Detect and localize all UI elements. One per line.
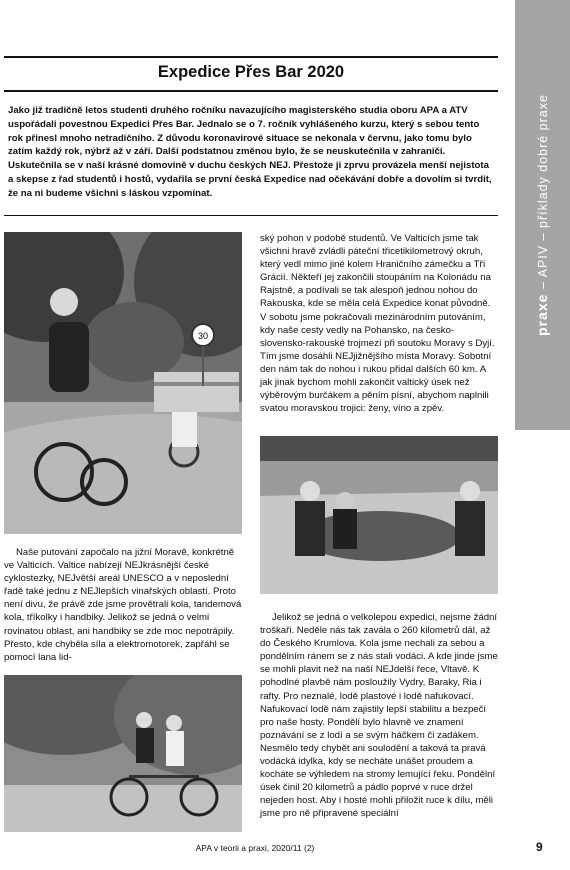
column-right-top — [260, 232, 498, 415]
column-right-bottom — [260, 611, 498, 821]
photo-tandem — [4, 675, 242, 832]
paragraph-valtice: Naše putování započalo na jižní Moravě, konkrétně ve Valticích. Valtice nabízejí NEJkrásnější české cyklostezky, NEJvětší areál UNESCO a v neposlední řadě také jednu z NEJlepších vinařských oblastí. Proto není divu, že právě zde jsme provětrali kola, tandemová kola, tříkolky i handbiky. Jelikož se jedná o velmi rovinatou oblast, ani handbiky se zde moc nepotrápily. Přesto, kde chyběla síla a elektromotorek, zapřáhl se pomocí lana lid- — [4, 547, 242, 663]
paragraph-continuation: ský pohon v podobě studentů. Ve Valticích jsme tak všichni hravě zvládli páteční třicetikilometrový okruh, který vedl mimo jiné kolem Hraničního zámečku a Tří Grácií. Někteří jej zakončili stoupáním na Kolonádu na Rajstně, a podívali se tak alespoň jednou nohou do Rakouska, kde se měla celá Expedice konat původně. V sobotu jsme pokračovali mezinárodním putováním, kdy naše cesty vedly na Pohansko, na česko-slovensko-rakouské trojmezí při soutoku Moravy s Dyjí. Tím jsme dosáhli NEJjižnějšího místa Moravy. Sobotní den nám tak do nohou i rukou přidal dalších 60 km. A jak jinak bychom mohli zakončit valtický úsek než výběrovým burčákem a pěním písní, abychom naplnili svatou moravskou trojici: ženy, víno a zpěv. — [260, 233, 495, 415]
side-tab-label — [534, 94, 550, 336]
photo-cyclists-path — [4, 232, 242, 534]
column-left-text — [4, 546, 242, 664]
section-word: praxe — [534, 293, 550, 336]
section-subtitle: – APIV – příklady dobré praxe — [536, 94, 550, 290]
article-title: Expedice Přes Bar 2020 — [157, 63, 345, 81]
page-number: 9 — [536, 840, 543, 854]
title-rule-top — [4, 56, 498, 58]
photo-tandem-image — [4, 675, 242, 832]
photo-cyclists-image — [4, 232, 242, 534]
article-intro: Jako již tradičně letos studenti druhého ročníku navazujícího magisterského studia oboru APA a ATV uspořádali povestnou Expedici Přes Bar. Jednalo se o 7. ročník vyhlášeného kurzu, který s sebou tento rok přinesl mnoho netradičního. Z důvodu koronavirové situace se nekonala v červnu, jako tomu bylo zatím každý rok, nýbrž až v září. Další podstatnou změnou bylo, že se neuskutečnila v zahraničí. Uskutečnila se v naší krásné domovině v duchu českých NEJ. Přestože ji zprvu provázela menší nejistota a skepse z řad studentů i hostů, vydařila se první česká Expedice nad očekávání dobře a dovolím si tvrdit, že na ni budeme všichni s láskou vzpomínat. — [8, 105, 492, 199]
section-side-tab — [515, 0, 570, 430]
journal-footer: APA v teorii a praxi, 2020/11 (2) — [195, 843, 315, 853]
photo-rafting-image — [260, 436, 498, 594]
photo-rafting — [260, 436, 498, 594]
speed-sign-text: 30 — [197, 331, 209, 341]
paragraph-vltava: Jelikož se jedná o velkolepou expedici, nejsme žádní troškaři. Neděle nás tak zavála o 260 kilometrů dál, až do Českého Krumlova. Kola jsme nechali za sebou a pondělním ránem se z nás stali vodáci. A kde jinde jsme se mohli plavit než na naší NEJdelší řece, Vltavě. K pohodlné plavbě nám posloužily Vydry, Baraky, Ria i rafty. Pro neznalé, lodě plastové i lodě nafukovací. Nafukovací lodě nám zajistily lepší stabilitu a bezpečí pro naše hosty. Pondělí bylo hlavně ve znamení poznávání se z lodí a se svým háčkem či zadákem. Nesmělo tedy chybět ani soulodění a taková ta pravá vodácká idylka, kdy se necháte unášet proudem a kocháte se výhledem na stromy lemující řeku. Pondělní úsek činil 20 kilometrů a pádlo poprvé v ruce držel nejeden host. Aby i hosté mohli přiložit ruce k dílu, měli jsme pro ně připravené speciální — [260, 612, 498, 820]
title-rule-bottom — [4, 90, 498, 92]
intro-rule — [4, 215, 498, 216]
